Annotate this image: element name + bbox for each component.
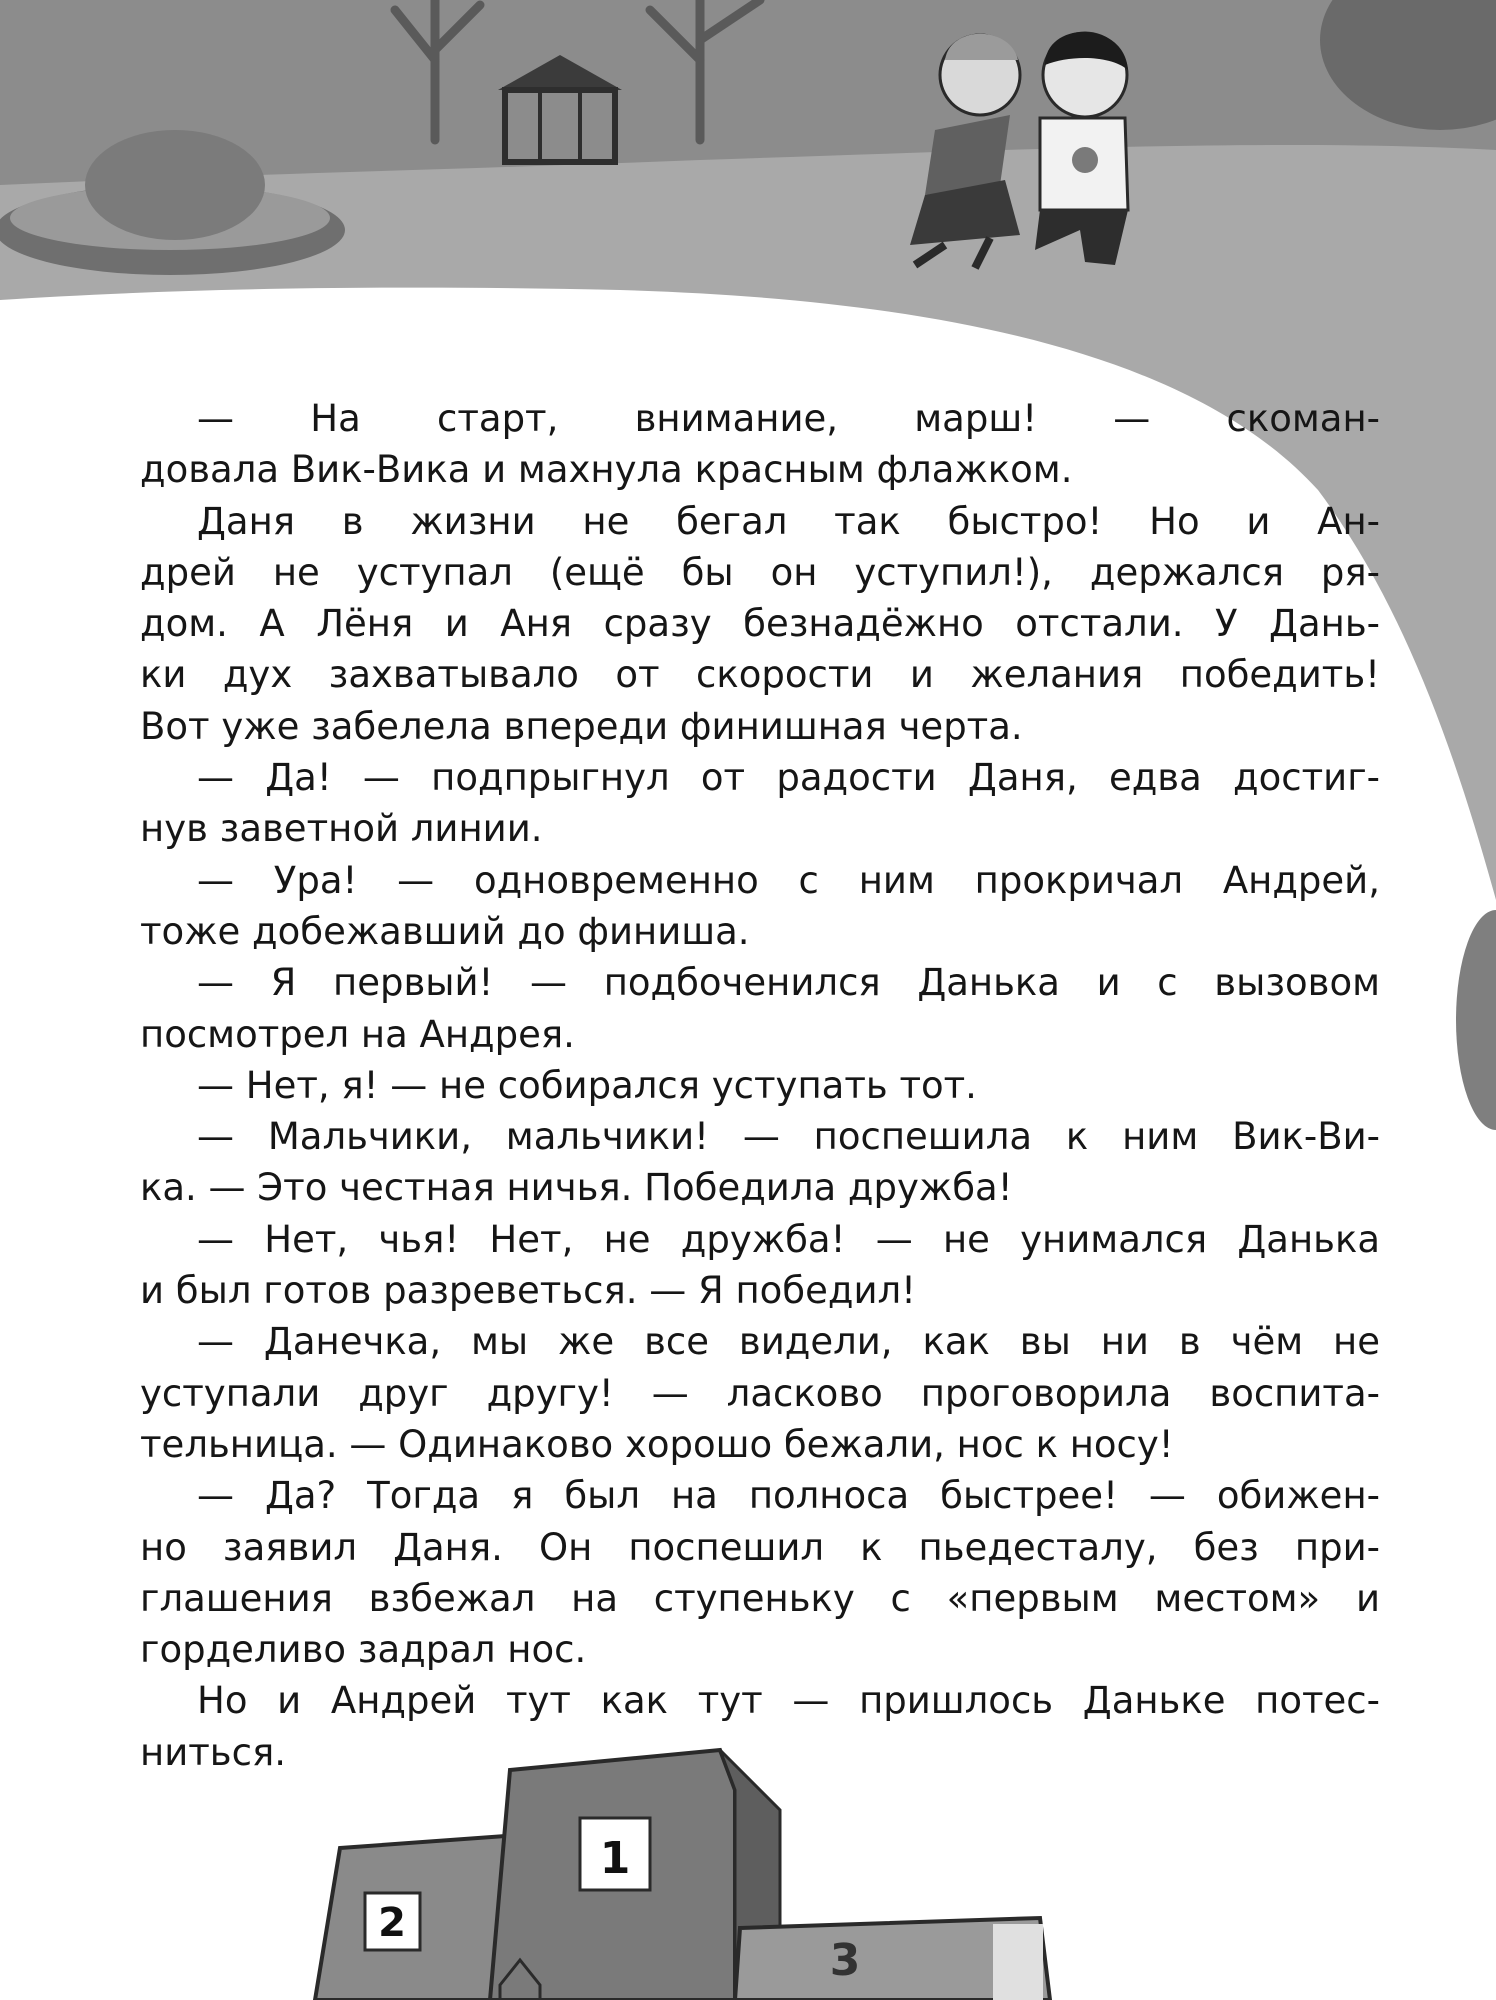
story-line: Вот уже забелела впереди финишная черта. bbox=[140, 704, 1023, 748]
story-line: — Нет, я! — не собирался уступать тот. bbox=[197, 1063, 977, 1107]
story-line: дрей не уступал (ещё бы он уступил!), держался ря- bbox=[140, 550, 1380, 594]
podium-label-first: 1 bbox=[599, 1833, 631, 1884]
story-line: ниться. bbox=[140, 1730, 286, 1774]
story-line: — На старт, внимание, марш! — скоман- bbox=[197, 397, 1380, 440]
story-line: и был готов разреветься. — Я победил! bbox=[140, 1269, 916, 1313]
bush-right bbox=[1456, 910, 1496, 1130]
story-line: дом. А Лёня и Аня сразу безнадёжно отстали. У Дань- bbox=[140, 602, 1380, 646]
story-line: тельница. — Одинаково хорошо бежали, нос к носу! bbox=[140, 1422, 1174, 1466]
podium bbox=[315, 1750, 1050, 2000]
story-line: ка. — Это честная ничья. Победила дружба! bbox=[140, 1166, 1013, 1210]
story-line: нув заветной линии. bbox=[140, 807, 543, 851]
story-line: тоже добежавший до финиша. bbox=[140, 909, 750, 953]
story-line: — Ура! — одновременно с ним прокричал Андрей, bbox=[197, 858, 1380, 902]
story-line: — Нет, чья! Нет, не дружба! — не унимался Данька bbox=[197, 1217, 1380, 1261]
story-line: — Да! — подпрыгнул от радости Даня, едва достиг- bbox=[197, 756, 1380, 800]
story-line: Даня в жизни не бегал так быстро! Но и Ан- bbox=[197, 499, 1380, 543]
story-line: Но и Андрей тут как тут — пришлось Даньке потес- bbox=[197, 1679, 1380, 1723]
story-line: но заявил Даня. Он поспешил к пьедесталу, без при- bbox=[140, 1525, 1380, 1569]
story-line: — Да? Тогда я был на полноса быстрее! — обижен- bbox=[197, 1474, 1380, 1518]
story-line: — Я первый! — подбоченился Данька и с вызовом bbox=[197, 961, 1380, 1005]
story-line: горделиво задрал нос. bbox=[140, 1628, 587, 1672]
story-line: глашения взбежал на ступеньку с «первым местом» и bbox=[140, 1576, 1380, 1620]
podium-label-third: 3 bbox=[829, 1935, 861, 1986]
story-line: — Мальчики, мальчики! — поспешила к ним Вик-Ви- bbox=[197, 1115, 1380, 1159]
story-line: довала Вик-Вика и махнула красным флажком. bbox=[140, 448, 1073, 492]
story-line: уступали друг другу! — ласково проговорила воспита- bbox=[140, 1371, 1380, 1415]
story-line: ки дух захватывало от скорости и желания победить! bbox=[140, 653, 1380, 697]
story-line: — Данечка, мы же все видели, как вы ни в чём не bbox=[197, 1320, 1380, 1364]
podium-label-second: 2 bbox=[378, 1900, 406, 1946]
story-line: посмотрел на Андрея. bbox=[140, 1012, 575, 1056]
story-text bbox=[140, 393, 1380, 1778]
